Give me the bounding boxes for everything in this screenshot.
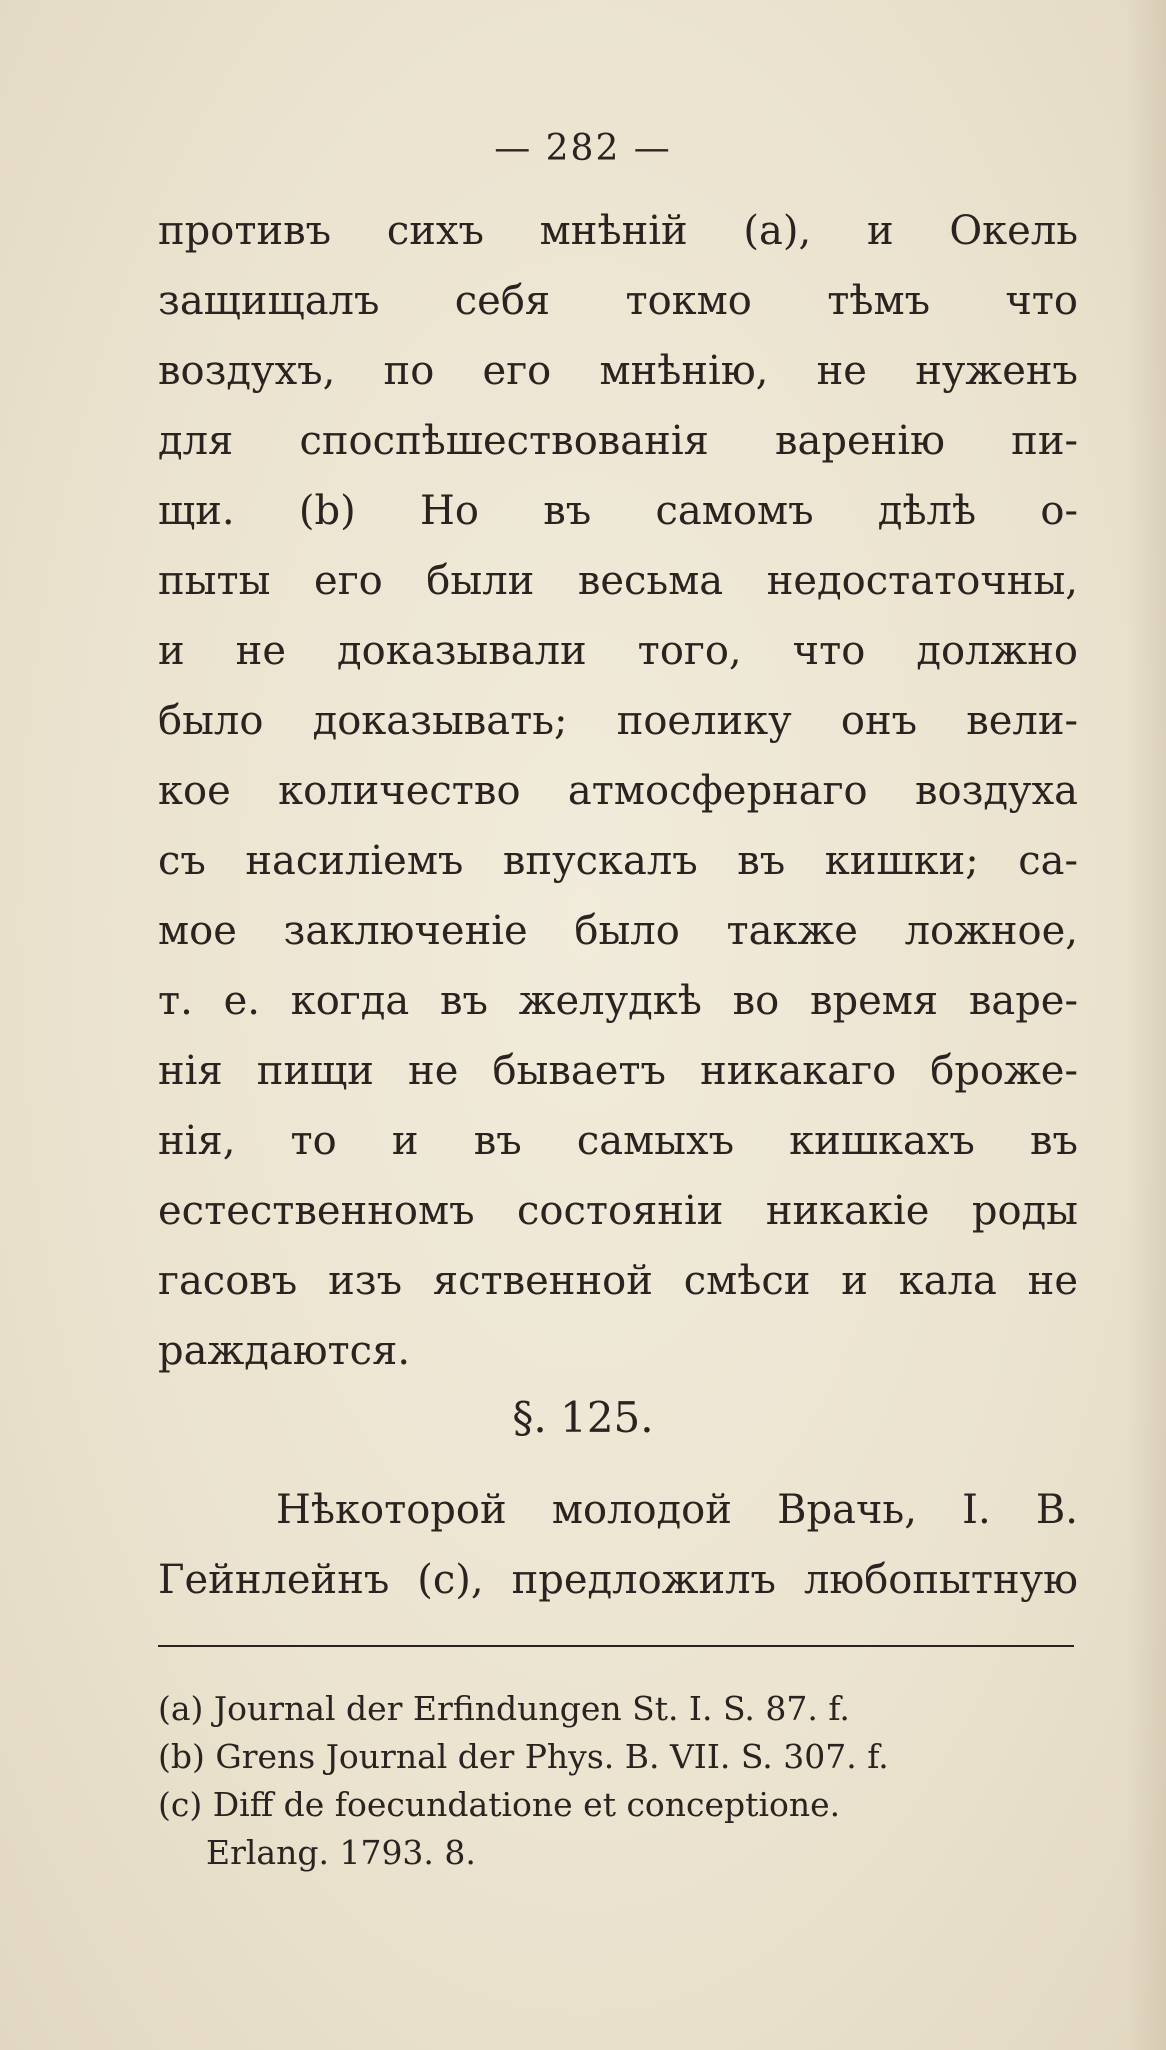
- text-line: съ насиліемъ впускалъ въ кишки; са-: [158, 838, 1078, 884]
- text-line: Гейнлейнъ (с), предложилъ любопытную: [158, 1557, 1078, 1603]
- section-heading: §. 125.: [512, 1393, 654, 1442]
- text-line: противъ сихъ мнѣній (а), и Окель: [158, 208, 1078, 254]
- text-line: раждаются.: [158, 1328, 411, 1374]
- footnote-c-continued: Erlang. 1793. 8.: [206, 1833, 476, 1872]
- footnote-b: (b) Grens Journal der Phys. B. VII. S. 307. f.: [158, 1737, 889, 1776]
- text-line: защищалъ себя токмо тѣмъ что: [158, 278, 1078, 324]
- text-line: Нѣкоторой молодой Врачь, I. B.: [276, 1487, 1078, 1533]
- text-line: пыты его были весьма недостаточны,: [158, 558, 1078, 604]
- footnote-a: (a) Journal der Erfindungen St. I. S. 87. f.: [158, 1689, 850, 1728]
- footnote-divider: [158, 1645, 1074, 1647]
- text-line: мое заключеніе было также ложное,: [158, 908, 1078, 954]
- text-line: естественномъ состояніи никакіе роды: [158, 1188, 1078, 1234]
- paragraph-2: [158, 1475, 1078, 1615]
- text-line: и не доказывали того, что должно: [158, 628, 1078, 674]
- text-line: щи. (b) Но въ самомъ дѣлѣ о-: [158, 488, 1078, 534]
- text-line: для споспѣшествованія варенію пи-: [158, 418, 1078, 464]
- footnotes: [158, 1685, 1088, 1877]
- page-number: — 282 —: [494, 128, 672, 169]
- paragraph-1: [158, 196, 1078, 1386]
- page-edge-shadow: [1126, 0, 1166, 2050]
- text-line: гасовъ изъ яственной смѣси и кала не: [158, 1258, 1078, 1304]
- text-line: было доказывать; поелику онъ вели-: [158, 698, 1078, 744]
- text-line: нія пищи не бываетъ никакаго броже-: [158, 1048, 1078, 1094]
- text-line: нія, то и въ самыхъ кишкахъ въ: [158, 1118, 1078, 1164]
- text-line: кое количество атмосфернаго воздуха: [158, 768, 1078, 814]
- text-line: воздухъ, по его мнѣнію, не нуженъ: [158, 348, 1078, 394]
- footnote-c: (c) Diff de foecundatione et conceptione.: [158, 1785, 841, 1824]
- text-line: т. е. когда въ желудкѣ во время варе-: [158, 978, 1078, 1024]
